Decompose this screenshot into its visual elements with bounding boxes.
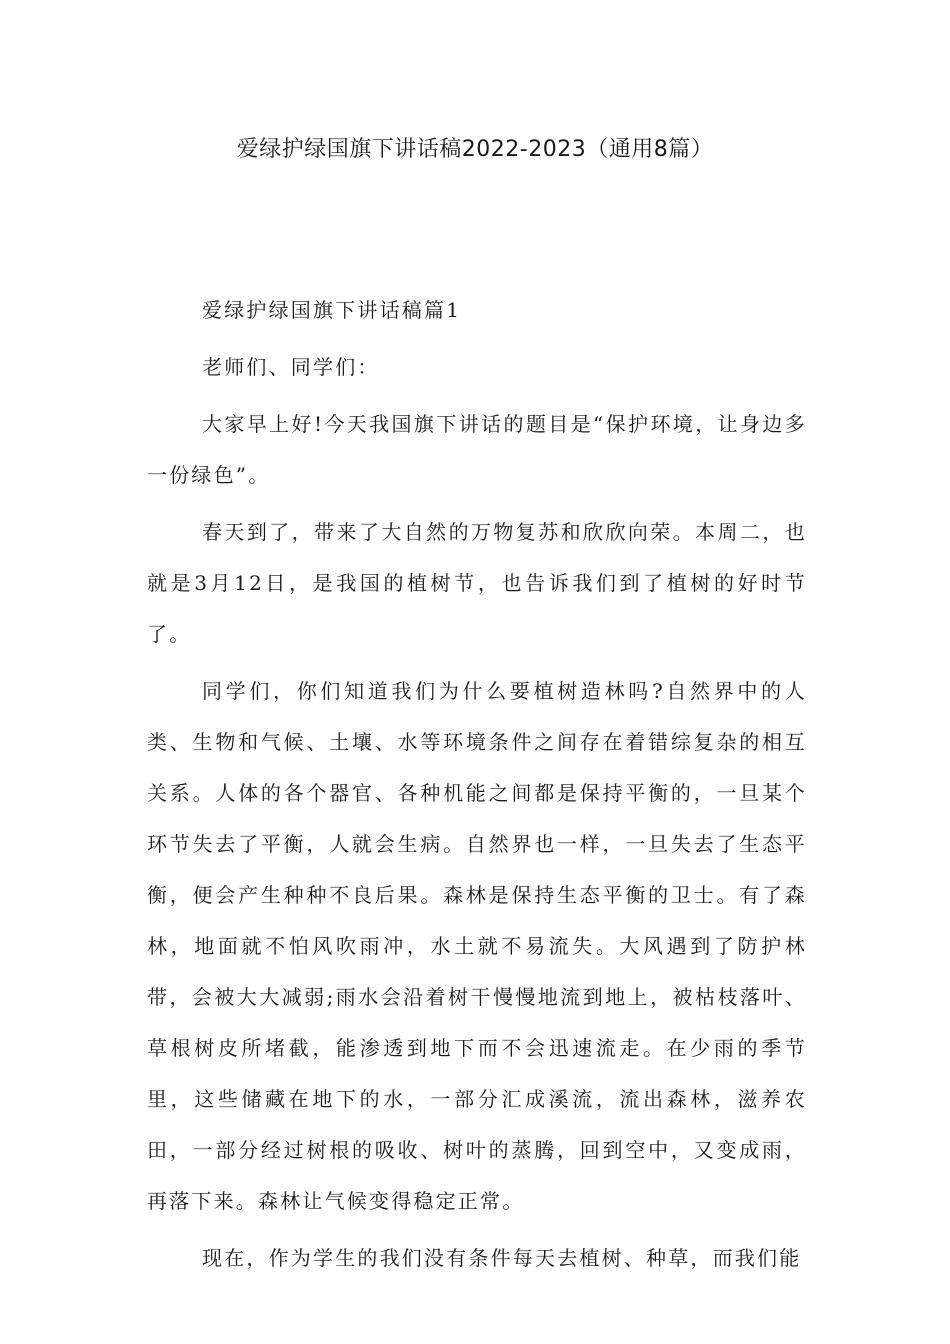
document-body [147, 285, 807, 1284]
paragraph-forest: 同学们，你们知道我们为什么要植树造林吗?自然界中的人类、生物和气候、土壤、水等环境条件之间存在着错综复杂的相互关系。人体的各个器官、各种机能之间都是保持平衡的，一旦某个环节失去了平衡，人就会生病。自然界也一样，一旦失去了生态平衡，便会产生种种不良后果。森林是保持生态平衡的卫士。有了森林，地面就不怕风吹雨冲，水土就不易流失。大风遇到了防护林带，会被大大减弱;雨水会沿着树干慢慢地流到地上，被枯枝落叶、草根树皮所堵截，能渗透到地下而不会迅速流走。在少雨的季节里，这些储藏在地下的水，一部分汇成溪流，流出森林，滋养农田，一部分经过树根的吸收、树叶的蒸腾，回到空中，又变成雨，再落下来。森林让气候变得稳定正常。 [147, 679, 807, 1213]
paragraph-greeting: 大家早上好!今天我国旗下讲话的题目是“保护环境，让身边多一份绿色”。 [147, 412, 807, 487]
salutation: 老师们、同学们： [202, 355, 380, 379]
document-title: 爱绿护绿国旗下讲话稿2022-2023（通用8篇） [236, 137, 714, 162]
section-heading: 爱绿护绿国旗下讲话稿篇1 [202, 298, 462, 322]
paragraph-spring: 春天到了，带来了大自然的万物复苏和欣欣向荣。本周二，也就是3月12日，是我国的植树节，也告诉我们到了植树的好时节了。 [147, 520, 807, 646]
paragraph-students: 现在，作为学生的我们没有条件每天去植树、种草，而我们能 [202, 1246, 802, 1270]
